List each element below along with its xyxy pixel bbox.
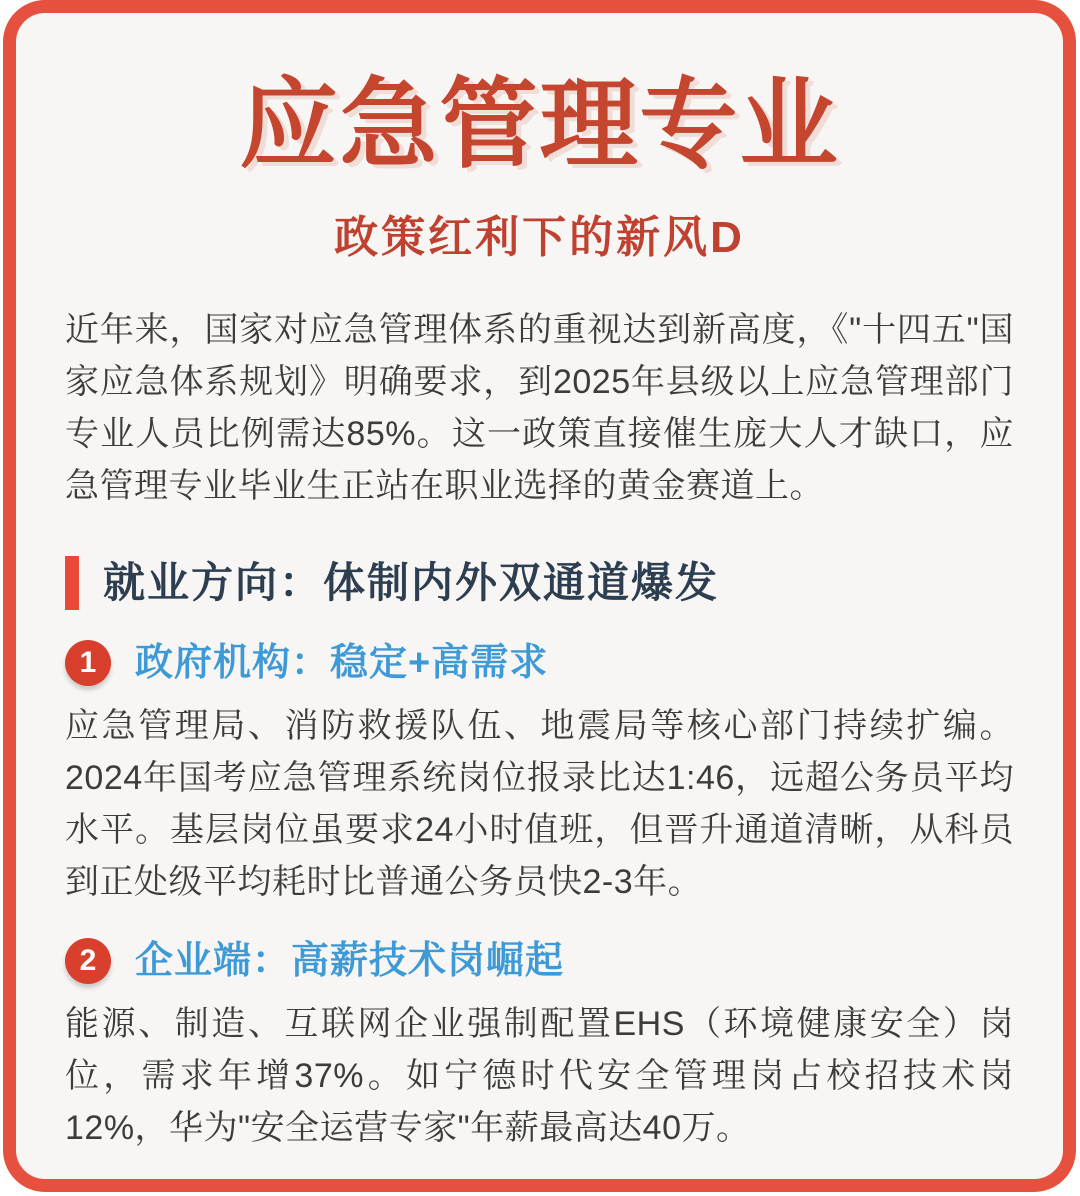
- item-1-heading-label: 政府机构：稳定+高需求: [135, 641, 549, 684]
- intro-paragraph: 近年来，国家对应急管理体系的重视达到新高度，《"十四五"国家应急体系规划》明确要求，到2025年县级以上应急管理部门专业人员比例需达85%。这一政策直接催生庞大人才缺口，应急管理专业毕业生正站在职业选择的黄金赛道上。: [65, 311, 1014, 506]
- item-1-body: 应急管理局、消防救援队伍、地震局等核心部门持续扩编。2024年国考应急管理系统岗位报录比达1:46，远超公务员平均水平。基层岗位虽要求24小时值班，但晋升通道清晰，从科员到正处级平均耗时比普通公务员快2-3年。: [65, 707, 1014, 902]
- item-2-heading-label: 企业端：高薪技术岗崛起: [135, 939, 565, 982]
- item-2-body: 能源、制造、互联网企业强制配置EHS（环境健康安全）岗位，需求年增37%。如宁德时代安全管理岗占校招技术岗12%，华为"安全运营专家"年薪最高达40万。: [65, 1005, 1014, 1148]
- bordered-card: [3, 0, 1076, 1192]
- item-2-heading: [65, 938, 1014, 984]
- number-2-badge-icon: 2: [65, 938, 111, 984]
- number-1-badge-icon: 1: [65, 640, 111, 686]
- page-subtitle: 政策红利下的新风D: [334, 212, 745, 262]
- item-1-heading: [65, 640, 1014, 686]
- page-title: 应急管理专业: [239, 69, 840, 179]
- red-accent-bar-icon: [65, 556, 79, 610]
- section-heading-label: 就业方向：体制内外双通道爆发: [103, 559, 720, 607]
- section-heading: [65, 556, 1014, 610]
